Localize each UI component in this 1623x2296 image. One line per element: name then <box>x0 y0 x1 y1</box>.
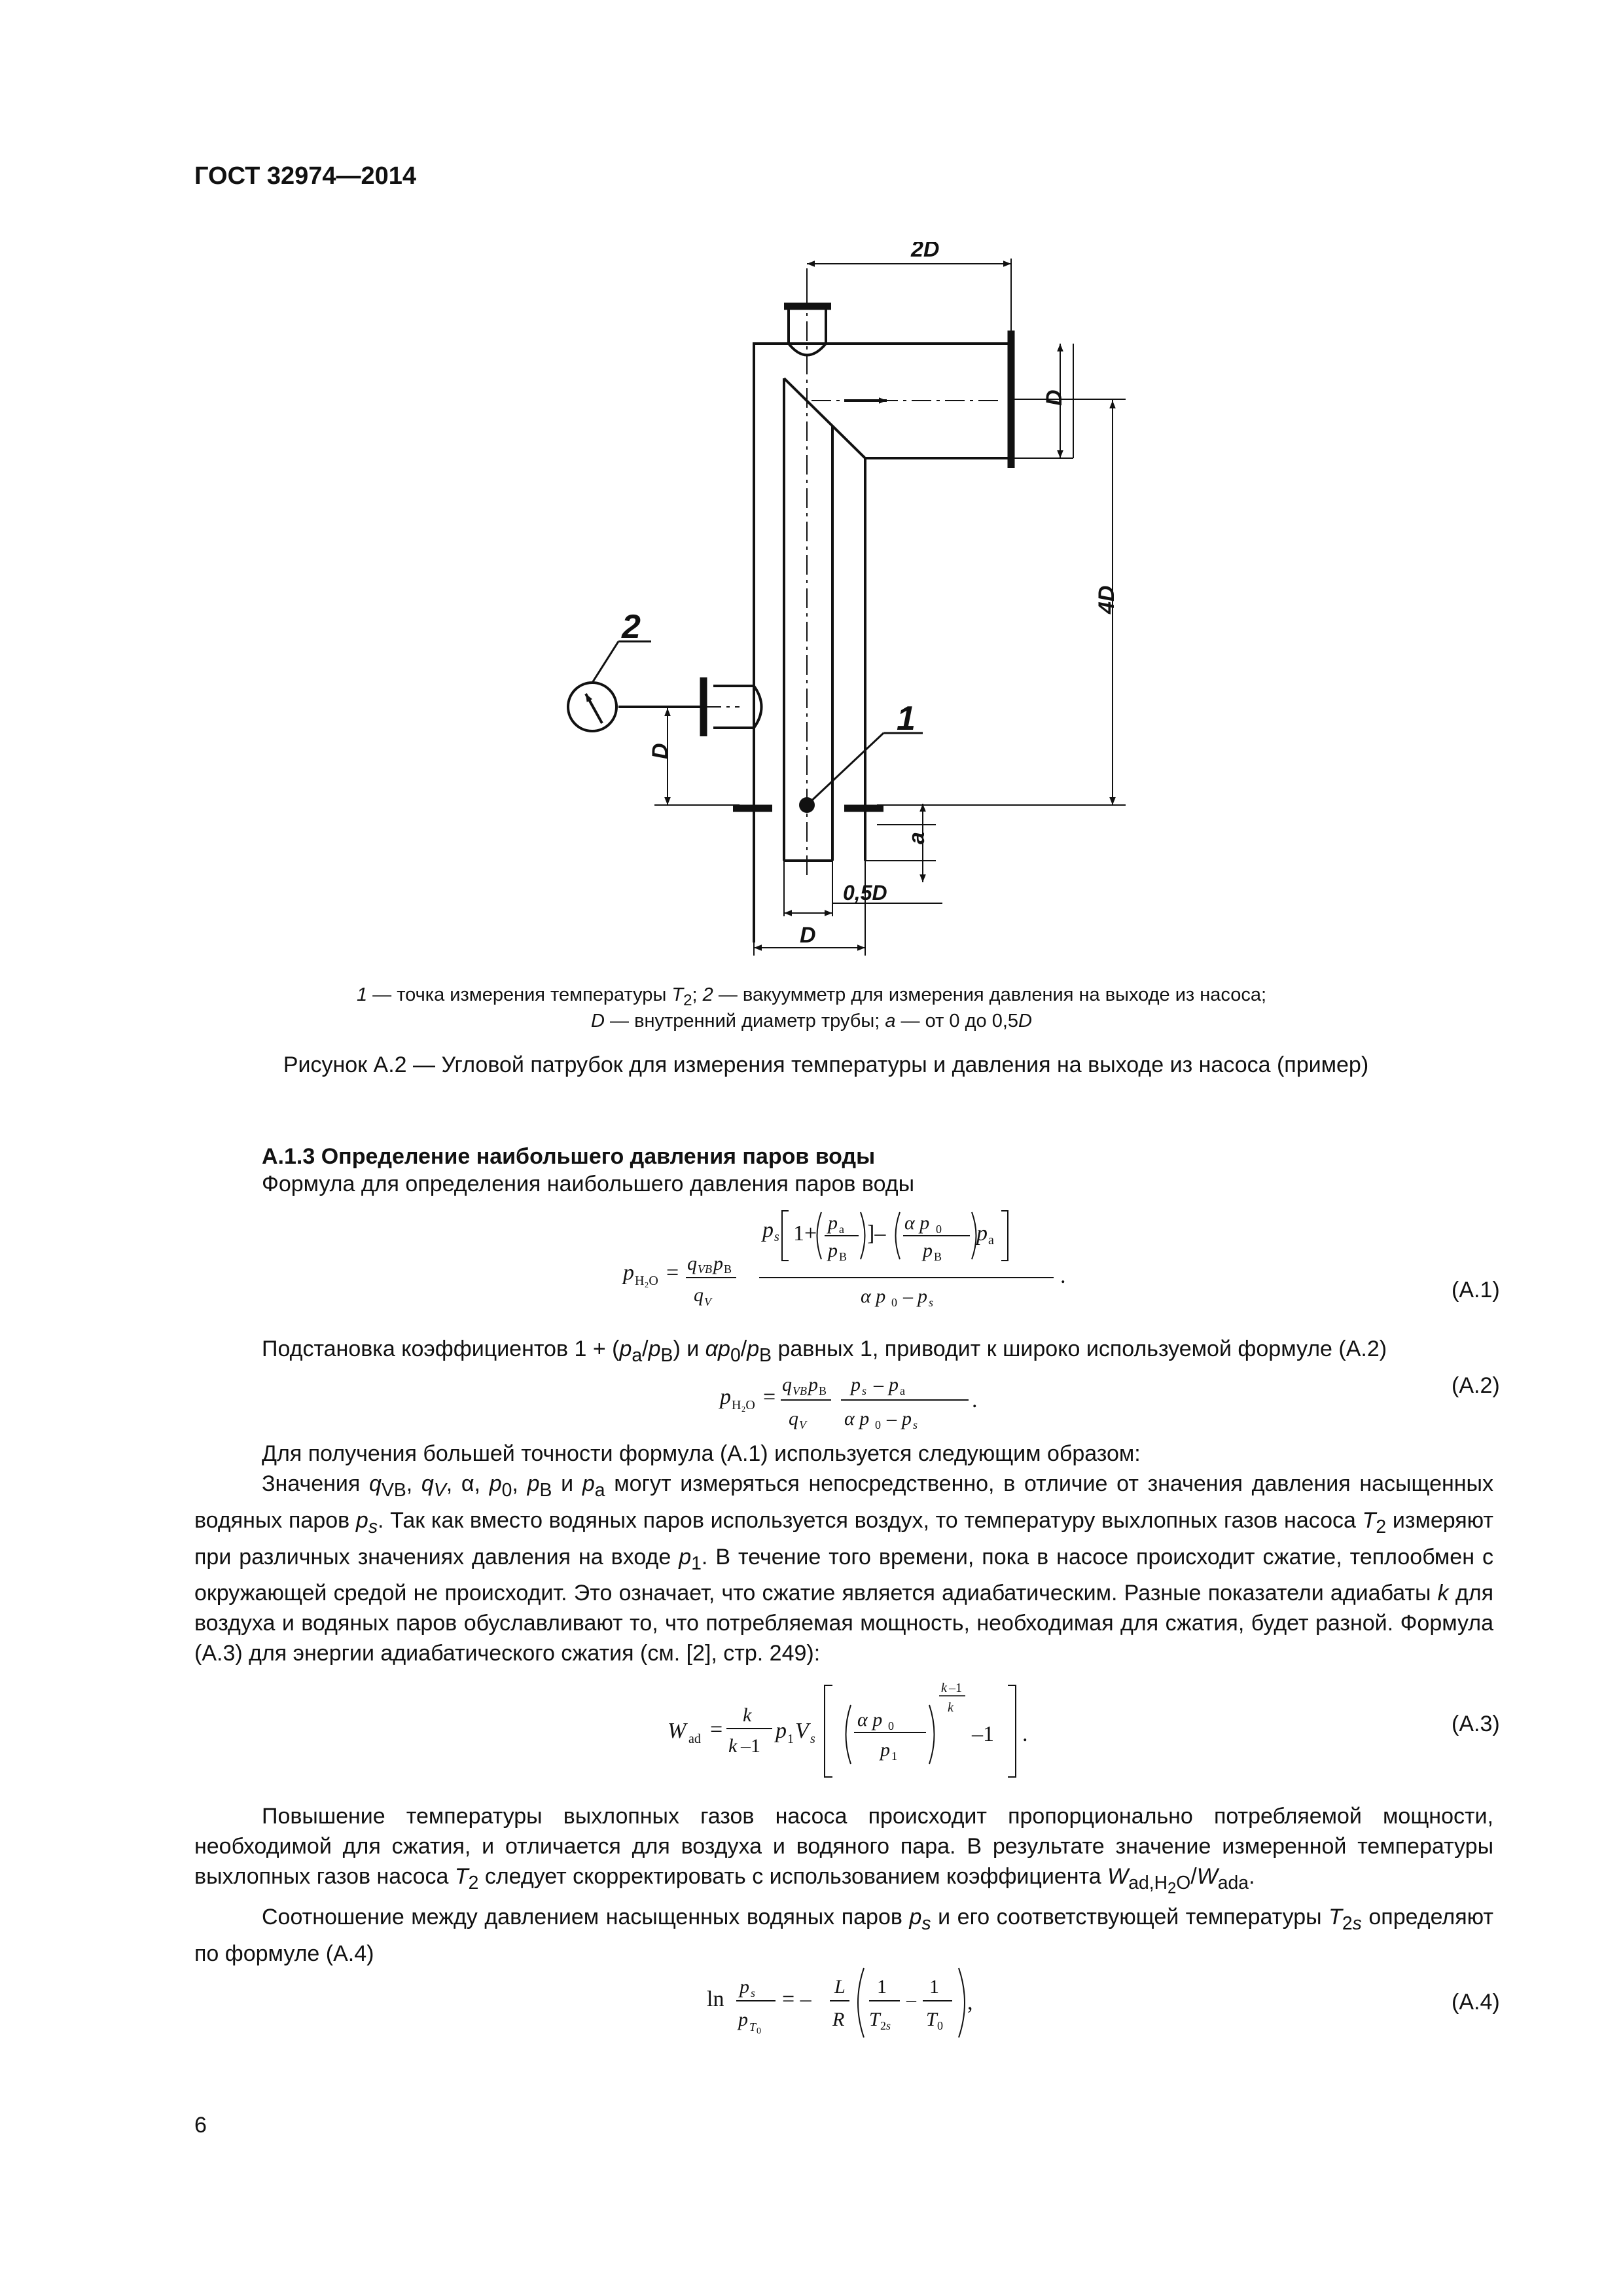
equation-a3 <box>661 1672 1067 1784</box>
svg-text:k: k <box>941 1681 947 1695</box>
svg-text:0: 0 <box>936 1223 942 1236</box>
document-header: ГОСТ 32974—2014 <box>194 162 417 190</box>
equation-number-a3: (А.3) <box>1452 1712 1500 1736</box>
svg-text:W: W <box>668 1719 687 1743</box>
svg-text:s: s <box>913 1418 918 1431</box>
svg-text:ln: ln <box>707 1987 724 2011</box>
svg-text:p: p <box>976 1221 988 1246</box>
equation-number-a4: (А.4) <box>1452 1990 1500 2015</box>
svg-text:0: 0 <box>891 1296 897 1309</box>
label-2d: 2D <box>911 242 940 262</box>
accuracy-paragraph: Для получения большей точности формула (А.1) используется следующим образом: <box>262 1441 1141 1466</box>
svg-text:VB: VB <box>793 1384 807 1397</box>
svg-text:0: 0 <box>888 1719 894 1732</box>
svg-text:1: 1 <box>787 1732 794 1746</box>
svg-text:1: 1 <box>877 1976 887 1998</box>
label-d-bottom: D <box>800 923 816 948</box>
svg-text:–1: –1 <box>741 1735 760 1757</box>
svg-text:α p: α p <box>861 1285 886 1307</box>
svg-text:s: s <box>929 1296 934 1309</box>
svg-text:p: p <box>923 1240 933 1261</box>
page-number: 6 <box>194 2113 207 2138</box>
svg-text:p: p <box>880 1739 890 1761</box>
svg-text:1: 1 <box>891 1749 897 1763</box>
svg-text:s: s <box>810 1732 815 1746</box>
svg-text:H₂O: H₂O <box>732 1398 755 1412</box>
svg-text:–1: –1 <box>972 1722 994 1746</box>
equation-number-a1: (А.1) <box>1452 1278 1500 1302</box>
svg-text:R: R <box>832 2009 845 2030</box>
temperature-point <box>799 797 815 813</box>
svg-text:p: p <box>776 1719 787 1743</box>
svg-text:V: V <box>704 1295 711 1308</box>
equation-a1 <box>609 1198 1132 1322</box>
svg-text:H₂O: H₂O <box>635 1274 658 1288</box>
svg-text:α p: α p <box>904 1212 930 1234</box>
equation-a4 <box>700 1960 1027 2045</box>
svg-text:–1: –1 <box>949 1681 962 1695</box>
svg-text:1: 1 <box>929 1976 939 1998</box>
svg-text:q: q <box>782 1374 792 1395</box>
svg-text:p: p <box>623 1261 634 1285</box>
svg-text:p: p <box>740 1976 749 1998</box>
svg-text:a: a <box>900 1384 905 1397</box>
equation-a2 <box>713 1365 1041 1437</box>
label-d-left: D <box>648 743 673 759</box>
svg-text:0: 0 <box>937 2019 943 2032</box>
svg-text:,: , <box>967 1990 973 2015</box>
svg-text:p: p <box>918 1285 927 1307</box>
svg-text:= –: = – <box>782 1987 812 2011</box>
svg-text:p: p <box>902 1408 912 1429</box>
figure-caption: Рисунок А.2 — Угловой патрубок для измерения температуры и давления на выходе из насоса (пример) <box>283 1052 1369 1077</box>
svg-text:p: p <box>738 2009 748 2030</box>
svg-text:p: p <box>720 1385 731 1409</box>
svg-text:q: q <box>687 1253 697 1274</box>
callout-2: 2 <box>622 608 641 646</box>
label-d-top: D <box>1042 389 1067 406</box>
svg-text:1+: 1+ <box>793 1221 817 1246</box>
svg-text:p: p <box>851 1374 861 1395</box>
svg-text:B: B <box>724 1263 732 1276</box>
svg-text:T: T <box>869 2009 880 2030</box>
svg-text:.: . <box>972 1388 978 1412</box>
temperature-paragraph: Повышение температуры выхлопных газов насоса происходит пропорционально потребляемой мощности, необходимой для сжатия, и отличается для воздуха и водяного пара. В результате значение измеренной температуры выхлопных газов насоса $T_2$ следует скорректировать с использованием коэффициента $W_{ad,H_2O}/W_{ada}$. <box>194 1804 1493 1897</box>
svg-text:p: p <box>808 1374 818 1395</box>
label-4d: 4D <box>1094 585 1119 614</box>
svg-text:ad: ad <box>688 1732 701 1746</box>
svg-text:a: a <box>988 1233 994 1247</box>
svg-text:p: p <box>828 1240 838 1261</box>
svg-text:B: B <box>839 1250 847 1263</box>
svg-text:B: B <box>934 1250 942 1263</box>
svg-text:]–: ]– <box>867 1221 886 1246</box>
svg-text:2s: 2s <box>880 2019 891 2032</box>
svg-text:p: p <box>713 1253 723 1274</box>
svg-text:=: = <box>710 1717 723 1742</box>
svg-text:p: p <box>828 1212 838 1234</box>
label-05d: 0,5D <box>843 881 887 905</box>
callout-1: 1 <box>897 700 916 738</box>
svg-text:T: T <box>926 2009 937 2030</box>
svg-text:VB: VB <box>698 1263 712 1276</box>
svg-text:k: k <box>948 1700 954 1715</box>
label-a: a <box>904 832 929 844</box>
svg-text:p: p <box>889 1374 899 1395</box>
figure-legend-line-1: 1 — точка измерения температуры $T_2$; 2 — вакуумметр для измерения давления на выходе из насоса; <box>356 984 1267 1009</box>
svg-text:k: k <box>728 1735 738 1757</box>
svg-text:=: = <box>763 1385 776 1409</box>
pipe-inner-wall <box>865 458 1011 861</box>
ratio-paragraph: Соотношение между давлением насыщенных водяных паров $p_s$ и его соответствующей температуры $T_{2s}$ определяют по формуле (А.4) <box>194 1905 1493 1966</box>
svg-text:s: s <box>862 1384 867 1397</box>
svg-text:.: . <box>1022 1722 1028 1746</box>
svg-text:α p: α p <box>857 1709 883 1731</box>
equation-number-a2: (А.2) <box>1452 1373 1500 1398</box>
svg-text:p: p <box>762 1218 774 1242</box>
svg-text:α p: α p <box>844 1408 870 1429</box>
svg-text:V: V <box>795 1719 809 1743</box>
svg-text:–: – <box>874 1374 883 1395</box>
svg-text:q: q <box>694 1284 704 1306</box>
svg-text:0: 0 <box>875 1418 881 1431</box>
svg-text:=: = <box>666 1261 679 1285</box>
svg-text:V: V <box>799 1418 806 1431</box>
pipe-outer-wall <box>754 344 1011 942</box>
substitution-paragraph: Подстановка коэффициентов $1 + (p_a/p_B)$ и $\alpha p_0/p_B$ равных 1, приводит к широко используемой формуле (А.2) <box>262 1336 1387 1366</box>
figure-legend-line-2: D — внутренний диаметр трубы; a — от 0 до 0,5D <box>591 1011 1032 1031</box>
svg-text:L: L <box>834 1976 846 1998</box>
elbow-pipe-figure <box>537 242 1191 975</box>
svg-text:0: 0 <box>757 2026 761 2036</box>
svg-text:q: q <box>789 1408 798 1429</box>
svg-text:s: s <box>751 1986 756 2000</box>
svg-text:s: s <box>774 1230 779 1244</box>
formula-intro: Формула для определения наибольшего давления паров воды <box>262 1172 915 1196</box>
values-paragraph: Значения $q_{VB}$, $q_V$, α, $p_0$, $p_B$ и $p_a$ могут измеряться непосредственно, в отличие от значения давления насыщенных водяных паров $p_s$. Так как вместо водяных паров используется воздух, то температуру выхлопных газов насоса $T_2$ измеряют при различных значениях давления на входе $p_1$. В течение того времени, пока в насосе происходит сжатие, теплообмен с окружающей средой не происходит. Это означает, что сжатие является адиабатическим. Разные показатели адиабаты k для воздуха и водяных паров обуславливают то, что потребляемая мощность, необходимая для сжатия, будет разной. Формула (А.3) для энергии адиабатического сжатия (см. [2], стр. 249): <box>194 1471 1493 1666</box>
svg-text:a: a <box>839 1223 844 1236</box>
svg-text:T: T <box>749 2020 757 2034</box>
svg-text:B: B <box>819 1384 827 1397</box>
section-title: А.1.3 Определение наибольшего давления паров воды <box>262 1144 876 1169</box>
svg-text:k: k <box>743 1704 752 1726</box>
svg-text:–: – <box>903 1285 913 1307</box>
svg-text:–: – <box>906 1989 916 2011</box>
svg-text:–: – <box>887 1408 897 1429</box>
svg-text:.: . <box>1060 1264 1066 1288</box>
